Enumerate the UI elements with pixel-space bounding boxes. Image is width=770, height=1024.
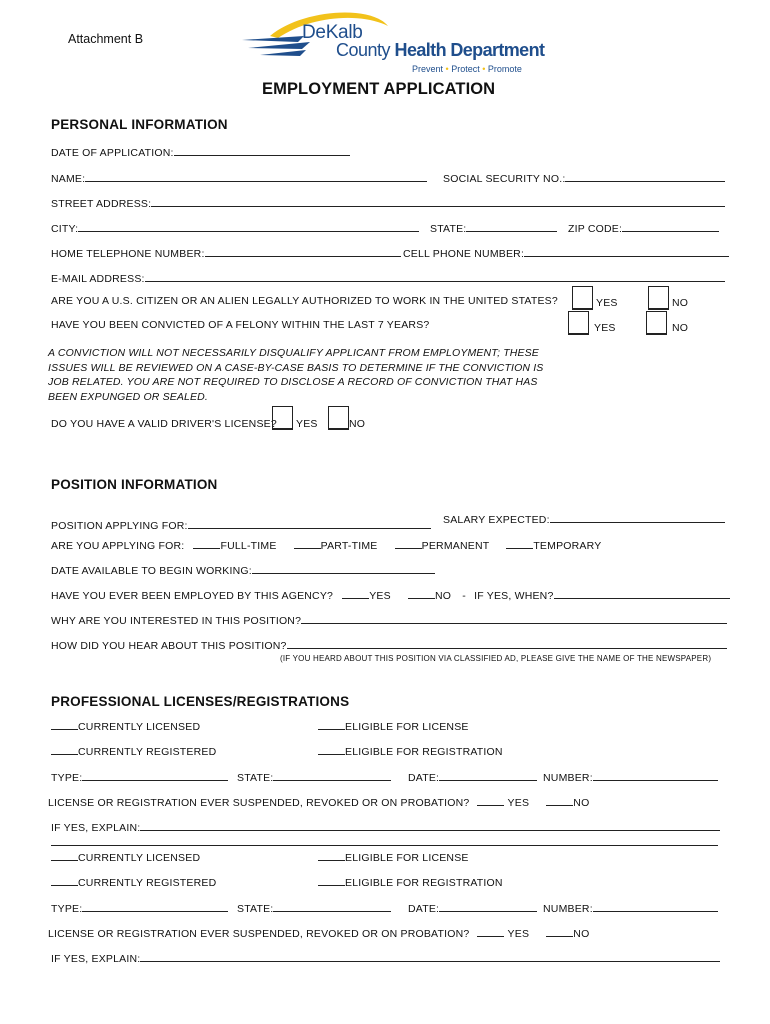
attachment-label: Attachment B (68, 32, 144, 46)
name-row: NAME: (51, 171, 427, 185)
ssn-row: SOCIAL SECURITY NO.: (443, 171, 725, 185)
date-of-application-row: DATE OF APPLICATION: (51, 145, 350, 159)
license-no-checkbox[interactable] (328, 406, 349, 430)
felony-question: HAVE YOU BEEN CONVICTED OF A FELONY WITHIN THE LAST 7 YEARS? (51, 319, 430, 331)
home-phone-row: HOME TELEPHONE NUMBER: (51, 246, 401, 260)
email-row: E-MAIL ADDRESS: (51, 271, 725, 285)
suspended-no-blank-2[interactable] (546, 926, 573, 937)
eligible-registration-blank-2[interactable] (318, 875, 345, 886)
name-field[interactable] (85, 171, 427, 182)
eligible-registration-blank-1[interactable] (318, 744, 345, 755)
state-row: STATE: (430, 221, 557, 235)
email-field[interactable] (145, 271, 725, 282)
city-field[interactable] (78, 221, 419, 232)
state-field-1[interactable] (273, 770, 391, 781)
number-field-1[interactable] (593, 770, 718, 781)
eligible-license-blank-2[interactable] (318, 850, 345, 861)
employed-row: HAVE YOU EVER BEEN EMPLOYED BY THIS AGENCY? YES NO - IF YES, WHEN? (51, 588, 730, 602)
number-row-1: NUMBER: (543, 770, 718, 784)
explain-row-1: IF YES, EXPLAIN: (51, 820, 720, 834)
employed-when-field[interactable] (554, 588, 730, 599)
begin-date-row: DATE AVAILABLE TO BEGIN WORKING: (51, 563, 435, 577)
full-time-blank[interactable] (193, 538, 220, 549)
state-row-2: STATE: (237, 901, 391, 915)
page-title: EMPLOYMENT APPLICATION (262, 80, 496, 98)
suspended-row-2: LICENSE OR REGISTRATION EVER SUSPENDED, REVOKED OR ON PROBATION? YES NO (48, 928, 590, 940)
how-heard-note: (IF YOU HEARD ABOUT THIS POSITION VIA CLASSIFIED AD, PLEASE GIVE THE NAME OF THE NEWSPAPER) (280, 654, 712, 663)
citizen-yes-checkbox[interactable] (572, 286, 593, 310)
type-field-2[interactable] (82, 901, 228, 912)
logo (240, 8, 545, 78)
temporary-blank[interactable] (506, 538, 533, 549)
employed-yes-blank[interactable] (342, 588, 369, 599)
part-time-blank[interactable] (294, 538, 321, 549)
eligible-registration-row-2: ELIGIBLE FOR REGISTRATION (318, 875, 503, 889)
how-heard-field[interactable] (287, 638, 727, 649)
drivers-license-question: DO YOU HAVE A VALID DRIVER'S LICENSE? (51, 418, 277, 430)
currently-licensed-row-2: CURRENTLY LICENSED (51, 850, 200, 864)
zip-row: ZIP CODE: (568, 221, 719, 235)
state-field-2[interactable] (273, 901, 391, 912)
position-applying-field[interactable] (188, 518, 431, 529)
employed-no-blank[interactable] (408, 588, 435, 599)
date-field-1[interactable] (439, 770, 537, 781)
number-row-2: NUMBER: (543, 901, 718, 915)
eligible-registration-row-1: ELIGIBLE FOR REGISTRATION (318, 744, 503, 758)
felony-yes-checkbox[interactable] (568, 311, 589, 335)
explain-line-2[interactable] (51, 845, 718, 846)
date-of-application-field[interactable] (174, 145, 350, 156)
logo-line2: County Health Department (336, 40, 545, 60)
currently-licensed-blank-2[interactable] (51, 850, 78, 861)
date-row-2: DATE: (408, 901, 537, 915)
type-row-2: TYPE: (51, 901, 228, 915)
logo-tagline: Prevent • Protect • Promote (412, 64, 522, 74)
begin-date-field[interactable] (252, 563, 435, 574)
permanent-blank[interactable] (395, 538, 422, 549)
felony-no-label: NO (672, 322, 689, 334)
date-field-2[interactable] (439, 901, 537, 912)
cell-phone-row: CELL PHONE NUMBER: (403, 246, 729, 260)
citizen-question: ARE YOU A U.S. CITIZEN OR AN ALIEN LEGALLY AUTHORIZED TO WORK IN THE UNITED STATES? (51, 295, 558, 307)
personal-heading: PERSONAL INFORMATION (51, 117, 228, 132)
eligible-license-row-1: ELIGIBLE FOR LICENSE (318, 719, 469, 733)
applying-for-row: ARE YOU APPLYING FOR: FULL-TIME PART-TIME PERMANENT TEMPORARY (51, 540, 602, 552)
currently-licensed-blank-1[interactable] (51, 719, 78, 730)
home-phone-field[interactable] (205, 246, 401, 257)
license-yes-checkbox[interactable] (272, 406, 293, 430)
citizen-no-checkbox[interactable] (648, 286, 669, 310)
street-row: STREET ADDRESS: (51, 196, 725, 210)
conviction-note: A CONVICTION WILL NOT NECESSARILY DISQUALIFY APPLICANT FROM EMPLOYMENT; THESE ISSUES WILL BE REVIEWED ON A CASE-BY-CASE BASIS TO DETERMINE IF THE CONVICTION IS JOB RELATED. YOU ARE NOT REQUIRED TO DISCLOSE A RECORD OF CONVICTION THAT HAS BEEN EXPUNGED OR SEALED. (48, 347, 544, 403)
eligible-license-row-2: ELIGIBLE FOR LICENSE (318, 850, 469, 864)
suspended-row-1: LICENSE OR REGISTRATION EVER SUSPENDED, REVOKED OR ON PROBATION? YES NO (48, 797, 590, 809)
currently-registered-blank-1[interactable] (51, 744, 78, 755)
zip-field[interactable] (622, 221, 719, 232)
state-row-1: STATE: (237, 770, 391, 784)
currently-registered-blank-2[interactable] (51, 875, 78, 886)
date-row-1: DATE: (408, 770, 537, 784)
explain-field-1[interactable] (140, 820, 720, 831)
type-row-1: TYPE: (51, 770, 228, 784)
citizen-yes-label: YES (596, 297, 618, 309)
eligible-license-blank-1[interactable] (318, 719, 345, 730)
street-address-field[interactable] (151, 196, 725, 207)
type-field-1[interactable] (82, 770, 228, 781)
license-yes-label: YES (296, 418, 318, 430)
logo-line1: DeKalb (302, 22, 363, 43)
how-heard-row: HOW DID YOU HEAR ABOUT THIS POSITION? (51, 638, 727, 652)
felony-yes-label: YES (594, 322, 616, 334)
position-applying-row: POSITION APPLYING FOR: (51, 518, 431, 532)
why-interested-field[interactable] (301, 613, 727, 624)
state-field[interactable] (466, 221, 557, 232)
currently-licensed-row-1: CURRENTLY LICENSED (51, 719, 200, 733)
felony-no-checkbox[interactable] (646, 311, 667, 335)
position-heading: POSITION INFORMATION (51, 477, 218, 492)
suspended-no-blank-1[interactable] (546, 795, 573, 806)
salary-row: SALARY EXPECTED: (443, 512, 725, 526)
currently-registered-row-1: CURRENTLY REGISTERED (51, 744, 216, 758)
cell-phone-field[interactable] (524, 246, 729, 257)
suspended-yes-blank-2[interactable] (477, 926, 504, 937)
city-row: CITY: (51, 221, 419, 235)
explain-row-2: IF YES, EXPLAIN: (51, 951, 720, 965)
salary-field[interactable] (550, 512, 725, 523)
currently-registered-row-2: CURRENTLY REGISTERED (51, 875, 216, 889)
ssn-field[interactable] (565, 171, 725, 182)
license-no-label: NO (349, 418, 366, 430)
why-interested-row: WHY ARE YOU INTERESTED IN THIS POSITION? (51, 613, 727, 627)
explain-field-2[interactable] (140, 951, 720, 962)
number-field-2[interactable] (593, 901, 718, 912)
suspended-yes-blank-1[interactable] (477, 795, 504, 806)
citizen-no-label: NO (672, 297, 689, 309)
licenses-heading: PROFESSIONAL LICENSES/REGISTRATIONS (51, 694, 350, 709)
